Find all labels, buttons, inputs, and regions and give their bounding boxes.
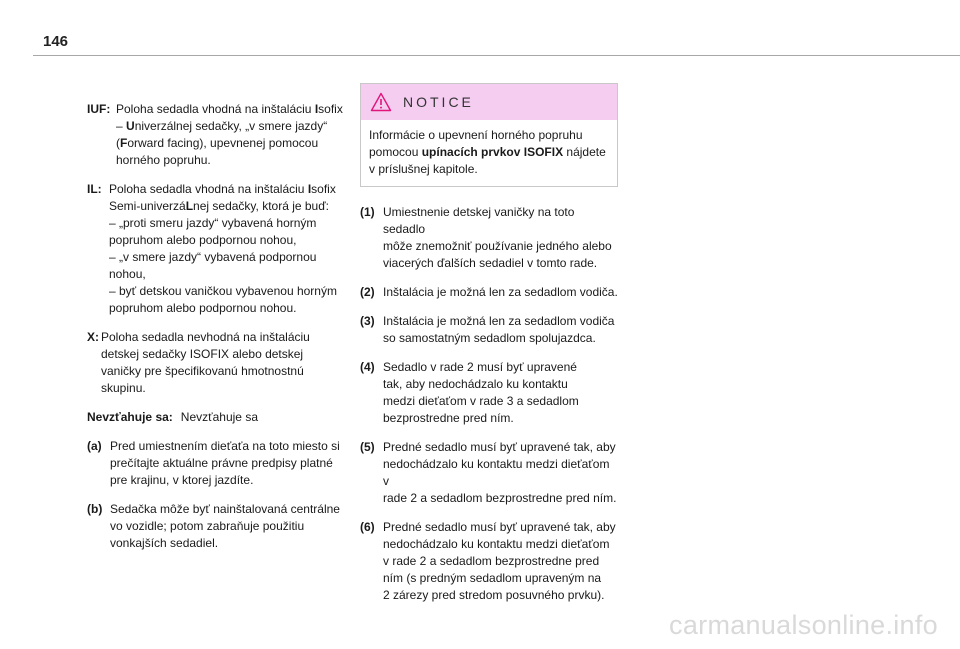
footnote-key: (a) bbox=[87, 439, 102, 453]
footnote-text: Sedadlo v rade 2 musí byť upravené tak, aby nedochádzalo ku kontaktu medzi dieťaťom v rade 3 a sedadlom bezprostredne pred ním. bbox=[383, 360, 579, 425]
notice-header bbox=[361, 84, 617, 120]
legend-description: Poloha sedadla nevhodná na inštaláciu detskej sedačky ISOFIX alebo detskej vaničky pre špecifikovanú hmotnostnú skupinu. bbox=[101, 330, 310, 395]
footnote-text: Predné sedadlo musí byť upravené tak, aby nedochádzalo ku kontaktu medzi dieťaťom v rade 2 a sedadlom bezprostredne pred ním (s predným sedadlom upraveným na 2 zárezy pred stredom posuvného prvku). bbox=[383, 520, 616, 602]
footnote-key: (3) bbox=[360, 314, 375, 328]
footnote-text: Predné sedadlo musí byť upravené tak, aby nedochádzalo ku kontaktu medzi dieťaťom v rade 2 a sedadlom bezprostredne pred ním. bbox=[383, 440, 617, 505]
footnote-b bbox=[87, 501, 345, 552]
footnote-key: (1) bbox=[360, 205, 375, 219]
footnote-text: Umiestnenie detskej vaničky na toto sedadlo môže znemožniť používanie jedného alebo viacerých ďalších sedadiel v tomto rade. bbox=[383, 205, 612, 270]
notice-box bbox=[360, 83, 618, 187]
page-number: 146 bbox=[43, 33, 69, 50]
footnote-3 bbox=[360, 313, 618, 347]
footnote-2 bbox=[360, 284, 618, 301]
footnote-key: (5) bbox=[360, 440, 375, 454]
header-divider bbox=[33, 55, 960, 56]
warning-triangle-icon bbox=[370, 92, 392, 112]
legend-key: Nevzťahuje sa: bbox=[87, 410, 173, 424]
legend-key: IL: bbox=[87, 182, 102, 196]
footnote-key: (2) bbox=[360, 285, 375, 299]
legend-not-applicable bbox=[87, 409, 345, 426]
footnote-a bbox=[87, 438, 345, 489]
notice-title: NOTICE bbox=[403, 93, 474, 110]
footnote-5 bbox=[360, 439, 618, 507]
legend-description: Poloha sedadla vhodná na inštaláciu Isofix Semi-univerzáLnej sedačky, ktorá je buď: – „proti smeru jazdy“ vybavená horným popruhom alebo podpornou nohou, – „v smere jazdy“ vybavená podpornou nohou, – byť detskou vaničkou vybavenou horným popruhom alebo podpornou nohou. bbox=[109, 182, 337, 315]
footnote-key: (4) bbox=[360, 360, 375, 374]
legend-description: Nevzťahuje sa bbox=[180, 410, 258, 424]
footnote-key: (b) bbox=[87, 502, 103, 516]
legend-x bbox=[87, 329, 345, 397]
left-column bbox=[87, 101, 345, 564]
footnote-text: Sedačka môže byť nainštalovaná centrálne vo vozidle; potom zabraňuje použitiu vonkajších sedadiel. bbox=[110, 502, 340, 550]
legend-key: IUF: bbox=[87, 102, 111, 116]
right-column bbox=[360, 83, 618, 616]
notice-body: Informácie o upevnení horného popruhu pomocou upínacích prvkov ISOFIX nájdete v príslušnej kapitole. bbox=[369, 128, 606, 176]
legend-key: X: bbox=[87, 330, 99, 344]
footnote-1 bbox=[360, 204, 618, 272]
footnote-4 bbox=[360, 359, 618, 427]
legend-il bbox=[87, 181, 345, 317]
footnote-6 bbox=[360, 519, 618, 604]
footnote-text: Inštalácia je možná len za sedadlom vodiča. bbox=[383, 285, 618, 299]
watermark: carmanualsonline.info bbox=[669, 610, 938, 640]
footnote-text: Pred umiestnením dieťaťa na toto miesto si prečítajte aktuálne právne predpisy platné pre krajinu, v ktorej jazdíte. bbox=[110, 439, 340, 487]
footnote-key: (6) bbox=[360, 520, 375, 534]
legend-iuf bbox=[87, 101, 345, 169]
legend-description: Poloha sedadla vhodná na inštaláciu Isofix – Univerzálnej sedačky, „v smere jazdy“ (Forward facing), upevnenej pomocou horného popruhu. bbox=[116, 102, 343, 167]
footnote-text: Inštalácia je možná len za sedadlom vodiča so samostatným sedadlom spolujazdca. bbox=[383, 314, 615, 345]
